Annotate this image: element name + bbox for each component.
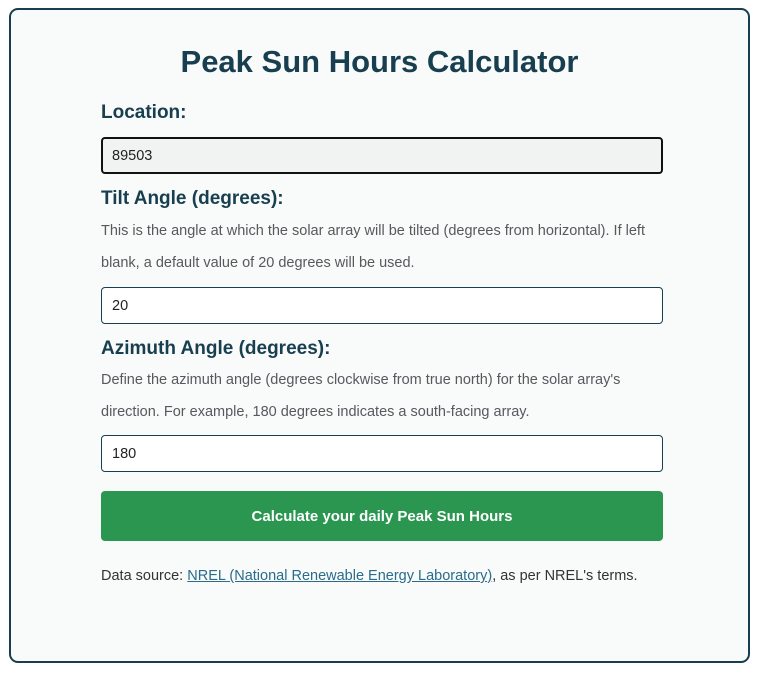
azimuth-angle-description: Define the azimuth angle (degrees clockwise from true north) for the solar array's direction. For example, 180 degrees indicates a south-facing array. [101, 372, 621, 420]
azimuth-angle-label: Azimuth Angle (degrees): [101, 338, 331, 359]
calculator-card [9, 8, 750, 663]
data-source-note [101, 561, 663, 593]
page-title: Peak Sun Hours Calculator [180, 44, 579, 79]
tilt-angle-input[interactable] [101, 287, 663, 324]
data-source-prefix: Data source: [101, 568, 188, 584]
nrel-link[interactable]: NREL (National Renewable Energy Laboratory) [187, 568, 493, 584]
tilt-angle-label: Tilt Angle (degrees): [101, 188, 284, 209]
location-input[interactable] [101, 137, 663, 174]
calculate-button[interactable]: Calculate your daily Peak Sun Hours [101, 491, 663, 541]
location-label: Location: [101, 102, 187, 123]
data-source-suffix: , as per NREL's terms. [492, 568, 638, 584]
tilt-angle-description: This is the angle at which the solar array will be tilted (degrees from horizontal). If left blank, a default value of 20 degrees will be used. [101, 223, 645, 271]
azimuth-angle-input[interactable] [101, 435, 663, 472]
